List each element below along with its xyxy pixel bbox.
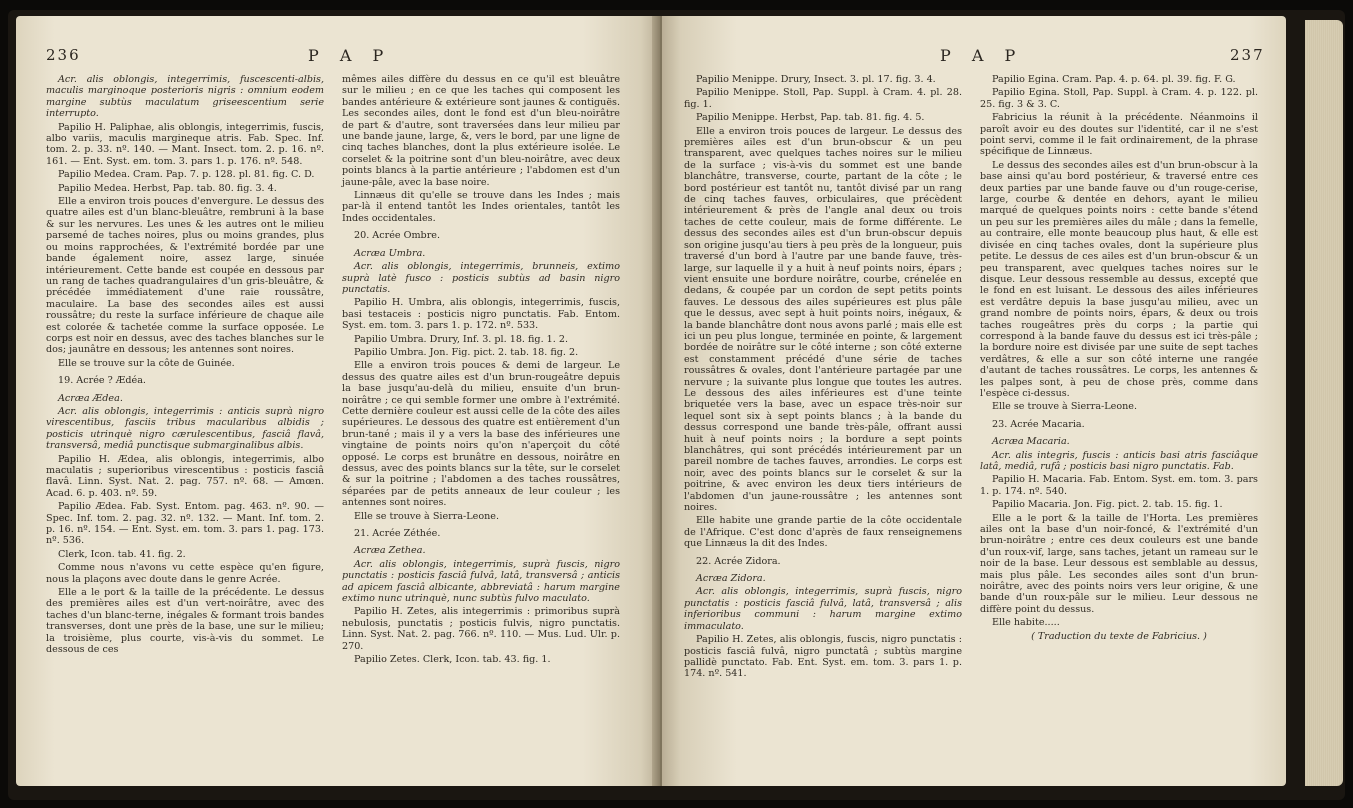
paragraph: 23. Acrée Macaria. [992,418,1085,430]
paragraph: Acr. alis oblongis, integerrimis : anticis suprà nigro virescentibus, fasciis tribus macularibus albidis ; posticis utrinquè nigro cærulescentibus, fasciâ flavâ, transversâ, mediâ punctisque submarginalibus albis. [46,405,324,452]
paragraph: Papilio Egina. Cram. Pap. 4. p. 64. pl. 39. fig. F. G. [992,74,1236,85]
paragraph: Acræa Umbra. [354,247,426,259]
paragraph: Elle a le port & la taille de la précédente. Le dessus des premières ailes est d'un vert-noirâtre, avec des taches d'un blanc-terne, inégales & formant trois bandes transverses, dont une près de la base, une sur le milieu; la troisième, plus courte, vis-à-vis du sommet. Le dessous de ces [46,587,324,656]
paragraph: Acr. alis integris, fuscis : anticis basi atris fasciâque latâ, mediâ, rufâ ; posticis basi nigro punctatis. Fab. [980,449,1258,472]
paragraph: Clerk, Icon. tab. 41. fig. 2. [58,548,186,560]
paragraph: Papilio H. Zetes, alis oblongis, fuscis, nigro punctatis : posticis fasciâ fulvâ, nigro punctatâ ; subtùs margine pallidè punctato. Fab. Ent. Syst. em. tom. 3. pars 1. p. 174. nº. 541. [684,634,962,680]
paragraph: 22. Acrée Zidora. [696,555,781,567]
paragraph: Papilio H. Zetes, alis integerrimis : primoribus suprà nebulosis, punctatis ; posticis fulvis, nigro punctatis. Linn. Syst. Nat. 2. pag. 766. nº. 110. — Mus. Lud. Ulr. p. 270. [342,606,620,652]
page-edges [1305,20,1343,786]
paragraph: Elle se trouve sur la côte de Guinée. [58,357,235,369]
paragraph: Papilio Menippe. Herbst, Pap. tab. 81. fig. 4. 5. [696,112,925,124]
left-page-header [16,46,660,68]
paragraph: Acræa Zidora. [696,573,766,585]
paragraph: Elle a environ trois pouces d'envergure. Le dessus des quatre ailes est d'un blanc-bleuâtre, rembruni à la base & sur les nervures. Les unes & les autres ont le milieu parsemé de taches noires, plus ou moins grandes, plus ou moins rapprochées, & l'extrémité bordée par une bande également noire, assez large, sinuée intérieurement. Cette bande est coupée en dessous par un rang de taches quadrangulaires d'un gris-bleuâtre, & précédée immédiatement d'une raie roussâtre, maculaire. La base des secondes ailes est aussi roussâtre; du reste la surface inférieure de chaque aile est colorée & tachetée comme la surface opposée. Le corps est noir en dessus, avec des taches blanches sur le dos; jaunâtre en dessous; les antennes sont noires. [46,196,324,356]
right-page-number: 237 [1230,46,1265,64]
paragraph: Elle a environ trois pouces & demi de largeur. Le dessus des quatre ailes est d'un brun-rougeâtre depuis la base jusqu'au-delà du milieu, ensuite d'un brun-noirâtre ; ce qui semble former une ombre à l'extrémité. Cette dernière couleur est aussi celle de la côte des ailes supérieures. Le dessous des quatre est entièrement d'un brun-tané ; mais il y a vers la base des inférieures une vingtaine de points noirs qu'on n'aperçoit du côté opposé. Le corps est brunâtre en dessous, noirâtre en dessus, avec des points blancs sur la tête, sur le corselet & sur la poitrine ; l'abdomen a des taches roussâtres, séparées par de petits anneaux de leur couleur ; les antennes sont noires. [342,360,620,509]
paragraph: Acræa Ædea. [58,392,123,404]
paragraph: Papilio Ædea. Fab. Syst. Entom. pag. 463. nº. 90. — Spec. Inf. tom. 2. pag. 32. nº. 132. — Mant. Inf. tom. 2. p. 16. nº. 154. — Ent. Syst. em. tom. 3. pars 1. pag. 173. nº. 536. [46,501,324,547]
paragraph: Acræa Macaria. [992,436,1070,448]
left-column-2 [342,74,620,668]
paragraph: 20. Acrée Ombre. [354,230,441,242]
paragraph: Elle a environ trois pouces de largeur. Le dessus des premières ailes est d'un brun-obscur & un peu transparent, avec quelques taches noires sur le milieu de la surface ; vis-à-vis du sommet est une bande blanchâtre, transverse, courte, partant de la côte ; le bord postérieur est tantôt nu, tantôt divisé par un rang de cinq taches fauves, orbiculaires, que précèdent intérieurement & près de l'angle anal deux ou trois taches de cette couleur, mais de forme différente. Le dessus des secondes ailes est d'un brun-obscur depuis son origine jusqu'au tiers à peu près de la longueur, puis traversé d'un bord à l'autre par une bande fauve, très-large, sur laquelle il y a huit à neuf points noirs, épars ; vient ensuite une bordure noirâtre, courbe, crénelée en dedans, & coupée par un cordon de sept petits points fauves. Le dessous des ailes supérieures est plus pâle que le dessus, avec sept à huit points noirs, inégaux, & la bande blanchâtre dont nous avons parlé ; mais elle est ici un peu plus longue, terminée en pointe, & largement bordée de noirâtre sur le côté interne ; son côté externe est constamment précédé d'une série de taches roussâtres & ovales, dont l'antérieure partagée par une nervure ; la suivante plus longue que toutes les autres. Le dessous des ailes inférieures est d'une teinte briquetée vers la base, avec un espace très-noir sur lequel sont six à sept points blancs ; à la bande du dessus correspond une bande très-pâle, offrant aussi huit à neuf points noirs ; la bordure a sept points blanchâtres, qui sont précédés intérieurement par un pareil nombre de taches fauves, arrondies. Le corps est noir, avec des points blancs sur le corselet & sur la poitrine, & avec environ les deux tiers intérieurs de l'abdomen d'un jaune-roussâtre ; les antennes sont noires. [684,125,962,514]
paragraph: Papilio H. Ædea, alis oblongis, integerrimis, albo maculatis ; superioribus virescentibus : posticis fasciâ flavâ. Linn. Syst. Nat. 2. pag. 757. nº. 68. — Amœn. Acad. 6. p. 403. nº. 59. [46,453,324,499]
paragraph: Elle a le port & la taille de l'Horta. Les premières ailes ont la base d'un noir-foncé, & l'extrémité d'un brun-noirâtre ; entre ces deux couleurs est une bande d'un roux-vif, large, sans taches, jetant un rameau sur le noir de la base. Leur dessous est semblable au dessus, mais plus pâle. Les secondes ailes sont d'un brun-noirâtre, avec des points noirs vers leur origine, & une bande d'un roux-pâle sur le milieu. Leur dessous ne diffère point du dessus. [980,512,1258,615]
paragraph: Acr. alis oblongis, integerrimis, suprà fuscis, nigro punctatis : posticis fasciâ fulvâ, latâ, transversâ ; alis inferioribus communi : harum margine extimo immaculato. [684,586,962,632]
paragraph: Elle habite une grande partie de la côte occidentale de l'Afrique. C'est donc d'après de faux renseignemens que Linnæus la dit des Indes. [684,515,962,550]
paragraph: Acr. alis oblongis, integerrimis, brunneis, extimo suprà latè fusco : posticis subtùs ad basin nigro punctatis. [342,261,620,295]
paragraph: Acr. alis oblongis, integerrimis, suprà fuscis, nigro punctatis : posticis fasciâ fulvâ, latâ, transversâ ; anticis ad apicem fasciâ albicante, abbreviatâ : harum margine extimo nunc utrinquè, nunc subtùs fulvo maculato. [342,558,620,605]
paragraph: Papilio Menippe. Drury, Insect. 3. pl. 17. fig. 3. 4. [696,74,936,85]
paragraph: Papilio Umbra. Drury, Inf. 3. pl. 18. fig. 1. 2. [354,333,569,345]
left-running-head: P A P [308,46,392,65]
paragraph: Acr. alis oblongis, integerrimis, fuscescenti-albis, maculis marginoque posterioris nigris : omnium eodem margine subtùs maculatum griseescentium serie interrupto. [46,74,324,120]
paragraph: Elle se trouve à Sierra-Leone. [992,401,1138,413]
paragraph: Papilio Umbra. Jon. Fig. pict. 2. tab. 18. fig. 2. [354,346,579,358]
paragraph: Papilio H. Macaria. Fab. Entom. Syst. em. tom. 3. pars 1. p. 174. nº. 540. [980,474,1258,497]
left-page [16,16,660,786]
paragraph: mêmes ailes diffère du dessus en ce qu'il est bleuâtre sur le milieu ; en ce que les taches qui composent les bandes antérieure & extérieure sont jaunes & contiguës. Les secondes ailes, dont le fond est d'un bleu-noirâtre de part & d'autre, sont traversées dans leur milieu par une bande jaune, large, &, vers le bord, par une ligne de cinq taches blanches, dont la plus extérieure isolée. Le corselet & la poitrine sont d'un bleu-noirâtre, avec deux points blancs à la partie antérieure ; l'abdomen est d'un jaune-pâle, avec la base noire. [342,74,620,188]
paragraph: Papilio Medea. Cram. Pap. 7. p. 128. pl. 81. fig. C. D. [58,169,315,181]
right-page [662,16,1286,786]
paragraph: Fabricius la réunit à la précédente. Néanmoins il paroît avoir eu des doutes sur l'identité, car il ne s'est point servi, comme il le fait ordinairement, de la phrase spécifique de Linnæus. [980,112,1258,158]
paragraph: ( Traduction du texte de Fabricius. ) [1031,630,1207,642]
left-column-1 [46,74,324,658]
paragraph: Papilio Menippe. Stoll, Pap. Suppl. à Cram. 4. pl. 28. fig. 1. [684,87,962,110]
paragraph: Papilio Macaria. Jon. Fig. pict. 2. tab. 15. fig. 1. [992,499,1223,511]
paragraph: Elle se trouve à Sierra-Leone. [354,510,500,522]
paragraph: Papilio Medea. Herbst, Pap. tab. 80. fig. 3. 4. [58,182,277,194]
paragraph: Papilio H. Paliphae, alis oblongis, integerrimis, fuscis, albo variis, maculis margineque atris. Fab. Spec. Inf. tom. 2. p. 33. nº. 140. — Mant. Insect. tom. 2. p. 16. nº. 161. — Ent. Syst. em. tom. 3. pars 1. p. 176. nº. 548. [46,121,324,167]
right-column-1 [684,74,962,682]
right-page-header [662,46,1286,68]
paragraph: Papilio Zetes. Clerk, Icon. tab. 43. fig. 1. [354,654,551,666]
paragraph: Elle habite..... [992,617,1060,629]
paragraph: Acræa Zethea. [354,545,426,557]
paragraph: 19. Acrée ? Ædéa. [58,375,146,387]
right-running-head: P A P [940,46,1024,65]
right-column-2 [980,74,1258,644]
paragraph: Le dessus des secondes ailes est d'un brun-obscur à la base ainsi qu'au bord postérieur, & traversé entre ces deux parties par une bande fauve ou d'un rouge-cerise, large, courbe & dentée en dehors, ayant le milieu marqué de quelques points noirs : cette bande s'étend un peu sur les premières ailes du mâle ; dans la femelle, au contraire, elle monte beaucoup plus haut, & elle est divisée en cinq taches ovales, dont la supérieure plus petite. Le dessus de ces ailes est d'un brun-obscur & un peu transparent, avec quelques taches noires sur le disque. Leur dessous ressemble au dessus, excepté que le fond en est luisant. Le dessous des ailes inférieures est verdâtre depuis la base jusqu'au milieu, avec un grand nombre de points noirs, épars, & deux ou trois taches rougeâtres près du corps ; la partie qui correspond à la bande fauve du dessus est ici très-pâle ; la bordure noire est divisée par une suite de sept taches verdâtres, & elle a sur son côté interne une rangée d'autant de taches roussâtres. Le corps, les antennes & les palpes sont, à peu de chose près, comme dans l'espèce ci-dessus. [980,159,1258,399]
left-page-number: 236 [46,46,81,64]
paragraph: Comme nous n'avons vu cette espèce qu'en figure, nous la plaçons avec doute dans le genre Acrée. [46,562,324,585]
paragraph: Linnæus dit qu'elle se trouve dans les Indes ; mais par-là il entend tantôt les Indes orientales, tantôt les Indes occidentales. [342,190,620,224]
paragraph: Papilio Egina. Stoll, Pap. Suppl. à Cram. 4. p. 122. pl. 25. fig. 3 & 3. C. [980,87,1258,110]
paragraph: Papilio H. Umbra, alis oblongis, integerrimis, fuscis, basi testaceis : posticis nigro punctatis. Fab. Entom. Syst. em. tom. 3. pars 1. p. 172. nº. 533. [342,297,620,332]
paragraph: 21. Acrée Zéthée. [354,528,441,540]
